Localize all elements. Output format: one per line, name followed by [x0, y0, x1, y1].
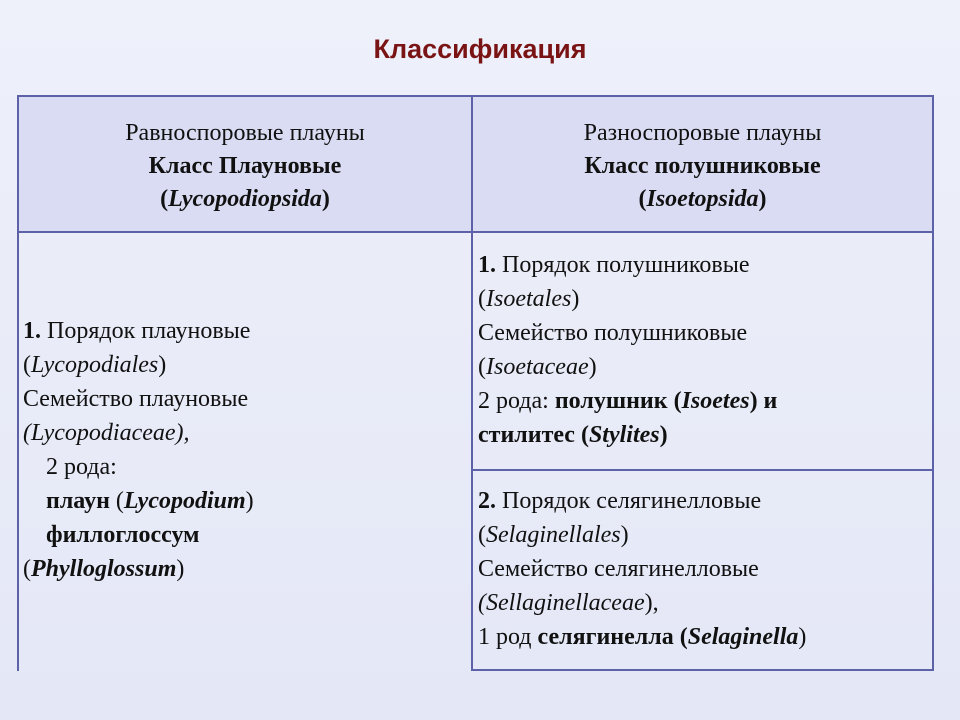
right1-order: 1. Порядок полушниковые: [478, 252, 750, 278]
left-genera-count: 2 рода:: [46, 454, 117, 480]
right-header-group: Разноспоровые плауны: [583, 120, 822, 146]
right1-family-latin: (Isoetaceae): [478, 354, 597, 380]
right-header-text: [473, 117, 932, 216]
left-order: 1. Порядок плауновые: [23, 318, 251, 344]
right1-genus2: стилитес (Stylites): [478, 422, 668, 448]
left-genus1: плаун (Lycopodium): [46, 488, 254, 514]
table-divider-right-rows: [471, 469, 934, 471]
right-header-class: Класс полушниковые: [584, 153, 821, 179]
table-divider-header: [17, 231, 934, 233]
table-border-right: [932, 95, 934, 671]
right-body-row1: [478, 248, 928, 452]
left-family-latin: (Lycopodiaceae),: [23, 420, 190, 446]
page-title: Классификация: [373, 34, 587, 64]
left-family: Семейство плауновые: [23, 386, 249, 412]
right2-family: Семейство селягинелловые: [478, 556, 759, 582]
right2-order-latin: (Selaginellales): [478, 522, 629, 548]
right1-family: Семейство полушниковые: [478, 320, 748, 346]
left-genus2: филлоглоссум: [46, 522, 200, 548]
left-body-text: [23, 314, 463, 586]
right-header-latin: (Isoetopsida): [638, 186, 767, 212]
right-body-row2: [478, 484, 928, 654]
left-header-group: Равноспоровые плауны: [125, 120, 365, 146]
table-border-bottom-right: [471, 669, 934, 671]
table-border-top: [17, 95, 934, 97]
right1-order-latin: (Isoetales): [478, 286, 580, 312]
left-header-text: [19, 117, 471, 216]
left-order-latin: (Lycopodiales): [23, 352, 167, 378]
left-header-latin: (Lycopodiopsida): [160, 186, 330, 212]
classification-table: [17, 95, 934, 671]
right1-genus1: 2 рода: полушник (Isoetes) и: [478, 388, 778, 414]
left-header-class: Класс Плауновые: [148, 153, 342, 179]
right2-genus: 1 род селягинелла (Selaginella): [478, 624, 807, 650]
right2-family-latin: (Sellaginellaceae),: [478, 590, 659, 616]
left-genus2-latin: (Phylloglossum): [23, 556, 185, 582]
right2-order: 2. Порядок селягинелловые: [478, 488, 762, 514]
